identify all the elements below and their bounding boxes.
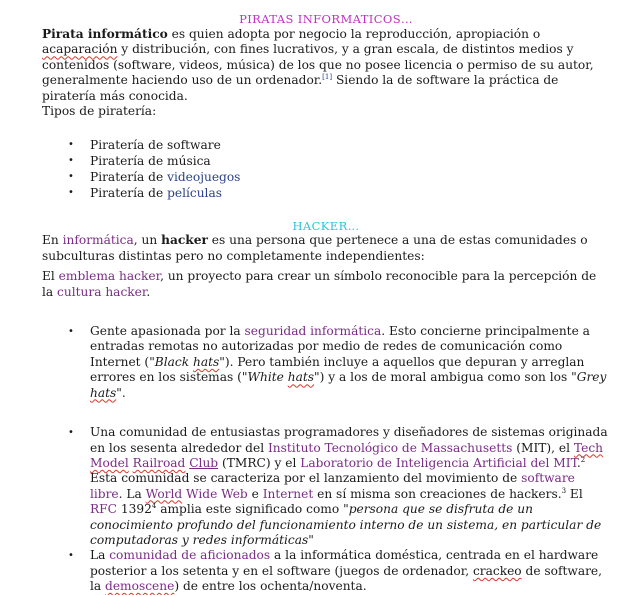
link-tmrc[interactable]: Railroad bbox=[132, 455, 186, 470]
paragraph-emblema: El emblema hacker, un proyecto para crear un símbolo reconocible para la percepción de la cultura hacker. bbox=[42, 269, 597, 299]
link-tmrc[interactable]: Tech bbox=[573, 440, 603, 455]
link-comunidad-aficionados[interactable]: comunidad de aficionados bbox=[109, 548, 271, 563]
link-www[interactable]: World bbox=[145, 486, 183, 501]
link-internet[interactable]: Internet bbox=[262, 486, 314, 501]
link-videojuegos[interactable]: videojuegos bbox=[167, 170, 241, 185]
spellcheck-word[interactable]: hats bbox=[287, 370, 315, 385]
spellcheck-word[interactable]: hats bbox=[90, 385, 117, 400]
section-title-hacker: HACKER… bbox=[292, 219, 360, 234]
link-mit[interactable]: Instituto Tecnológico de Massachusetts bbox=[267, 440, 513, 455]
spellcheck-word[interactable]: hats bbox=[193, 354, 220, 369]
link-tmrc[interactable]: Model bbox=[90, 455, 129, 470]
term-pirata: Pirata informático bbox=[42, 27, 168, 41]
paragraph-hacker-definition: En informática, un hacker es una persona que pertenece a una de estas comunidades o subculturas distintas pero no completamente independientes: bbox=[42, 233, 588, 263]
section-title-piratas: PIRATAS INFORMATICOS… bbox=[239, 12, 413, 26]
list-item: • Piratería de videojuegos bbox=[68, 169, 610, 185]
tipos-label: Tipos de piratería: bbox=[42, 104, 157, 119]
pirateria-list bbox=[68, 137, 610, 201]
paragraph-pirata-definition: Pirata informático es quien adopta por negocio la reproducción, apropiación o acaparación y distribución, con fines lucrativos, y a gran escala, de distintos medios y contenidos (software, videos, música) de los que no posee licencia o permiso de su autor, generalmente haciendo uso de un ordenador.[1] Siendo la de software la práctica de piratería más conocida. bbox=[42, 27, 594, 103]
link-rfc[interactable]: RFC bbox=[90, 502, 117, 517]
hacker-list-2 bbox=[68, 425, 610, 594]
link-cultura-hacker[interactable]: cultura hacker bbox=[57, 284, 147, 299]
footnote-ref-2[interactable]: 2 bbox=[580, 455, 586, 464]
link-demoscene[interactable]: demoscene bbox=[105, 579, 175, 594]
spellcheck-word[interactable]: crackeo bbox=[472, 563, 522, 578]
spellcheck-word[interactable]: acaparación bbox=[42, 42, 118, 57]
link-emblema-hacker[interactable]: emblema hacker bbox=[58, 269, 161, 284]
term-hacker: hacker bbox=[161, 233, 208, 248]
footnote-ref-1[interactable]: [1] bbox=[322, 73, 333, 82]
list-item: • Piratería de música bbox=[68, 153, 610, 169]
link-tmrc[interactable]: Club bbox=[189, 455, 219, 470]
link-www[interactable]: Wide Web bbox=[182, 486, 248, 501]
list-item: • La comunidad de aficionados a la informática doméstica, centrada en el hardware posterior a los setenta y en el software (juegos de ordenador, crackeo de software, la demoscene) de entre los ochenta/noventa. bbox=[68, 548, 610, 594]
list-item: • Una comunidad de entusiastas programadores y diseñadores de sistemas originada en los sesenta alrededor del Instituto Tecnológico de Massachusetts (MIT), el Tech Model Railroad Club (TMRC) y el Laboratorio de Inteligencia Artificial del MIT.$^2$ Esta comunidad se caracteriza por el lanzamiento del movimiento de software libre. La World Wide Web e Internet en sí misma son creaciones de hackers.$^3$ El RFC 1392$^4$ amplia este significado como "persona que se disfruta de un conocimiento profundo del funcionamiento interno de un sistema, en particular de computadoras y redes informáticas" bbox=[68, 425, 610, 548]
link-software-libre[interactable]: software libre bbox=[90, 471, 575, 501]
list-item: • Piratería de películas bbox=[68, 185, 610, 201]
footnote-ref-3[interactable]: 3 bbox=[561, 486, 567, 495]
link-laboratorio-ia[interactable]: Laboratorio de Inteligencia Artificial del MIT bbox=[300, 455, 577, 470]
hacker-list-1 bbox=[68, 324, 610, 401]
link-informatica[interactable]: informática bbox=[62, 233, 134, 248]
list-item: • Piratería de software bbox=[68, 137, 610, 153]
link-peliculas[interactable]: películas bbox=[167, 186, 222, 201]
link-seguridad-informatica[interactable]: seguridad informática bbox=[244, 324, 382, 339]
list-item: • Gente apasionada por la seguridad informática. Esto concierne principalmente a entradas remotas no autorizadas por medio de redes de comunicación como Internet ("Black hats"). Pero también incluye a aquellos que depuran y arreglan errores en los sistemas ("White hats") y a los de moral ambigua como son los "Grey hats". bbox=[68, 324, 610, 401]
rfc-quote: "persona que se disfruta de un conocimiento profundo del funcionamiento interno de un sistema, en particular de computadoras y redes informáticas" bbox=[90, 502, 602, 547]
footnote-ref-4[interactable]: 4 bbox=[151, 502, 157, 511]
document-page bbox=[42, 12, 610, 595]
